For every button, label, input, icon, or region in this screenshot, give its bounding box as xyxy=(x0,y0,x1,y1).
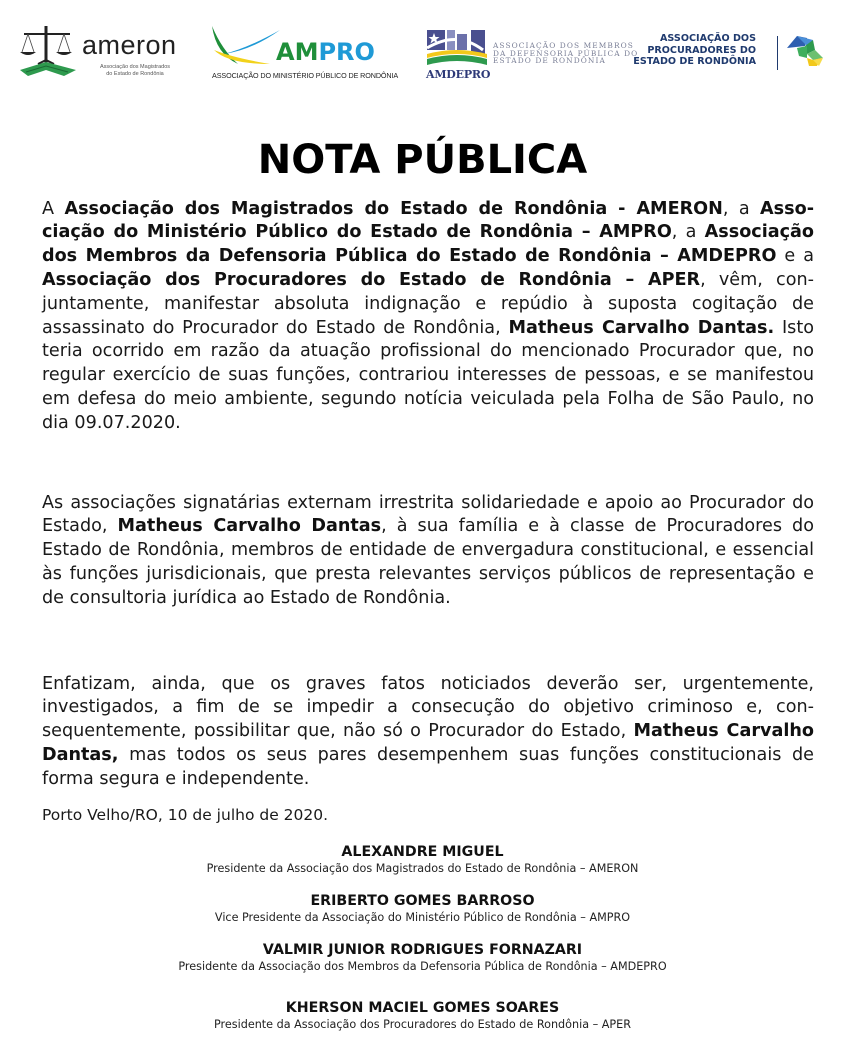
amdepro-subtitle xyxy=(493,42,638,65)
aper-divider xyxy=(777,36,778,70)
header-logos xyxy=(0,0,845,100)
paragraph-1 xyxy=(42,198,814,436)
amdepro-emblem-icon xyxy=(427,30,491,68)
signatory-role: Presidente da Associação dos Magistrados do Estado de Rondônia – AMERON xyxy=(206,862,639,875)
ameron-subtitle: Associação dos Magistrados do Estado de Rondônia xyxy=(100,64,171,77)
paragraph-3 xyxy=(42,673,814,792)
date-line: Porto Velho/RO, 10 de julho de 2020. xyxy=(42,806,329,824)
signatory-name: ERIBERTO GOMES BARROSO xyxy=(310,893,535,909)
text-run: A xyxy=(42,198,65,219)
signatory-name: ALEXANDRE MIGUEL xyxy=(341,844,504,860)
bold-text-run: Matheus Carvalho Dantas, xyxy=(42,721,814,765)
ameron-wordmark: ameron xyxy=(82,30,177,60)
text-run: e a xyxy=(776,246,814,267)
aper-subtitle-line: PROCURADORES DO xyxy=(647,44,756,56)
amdepro-subtitle-line: DA DEFENSORIA PÚBLICA DO xyxy=(493,48,639,58)
ampro-subtitle: ASSOCIAÇÃO DO MINISTÉRIO PÚBLICO DE RONDÔNIA xyxy=(212,71,399,80)
signatory-name: KHERSON MACIEL GOMES SOARES xyxy=(285,1000,560,1016)
text-run: Enfatizam, ainda, que os graves fatos noticiados deverão ser, urgentemente, investigados, a fim de se impedir a consecução do objetivo criminoso e, consequentemente, possibilitar que, não só o Procurador do Estado, xyxy=(42,673,814,742)
bold-text-run: Associação do Ministério Público do Estado de Rondônia – AMPRO xyxy=(42,198,814,243)
amdepro-logo xyxy=(425,30,639,85)
text-run: Isto teria ocorrido em razão da atuação profissional do mencionado Procurador que, no regular exercício de suas funções, contrariou interesses de pessoas, e se manifestou em defesa do meio ambiente, segundo notícia veiculada pela Folha de São Paulo, no dia 09.07.2020. xyxy=(42,317,814,433)
signatory-role: Presidente da Associação dos Procuradores do Estado de Rondônia – APER xyxy=(214,1018,631,1031)
ampro-logo xyxy=(208,24,399,84)
text-run: , a xyxy=(671,222,705,243)
bold-text-run: Matheus Carvalho Dantas xyxy=(117,516,382,537)
signature-block xyxy=(0,892,845,925)
text-run: , a xyxy=(722,198,761,219)
signatory-name: VALMIR JUNIOR RODRIGUES FORNAZARI xyxy=(262,942,583,958)
signatory-role: Vice Presidente da Associação do Ministério Público de Rondônia – AMPRO xyxy=(214,911,631,924)
amdepro-subtitle-line: ASSOCIAÇÃO DOS MEMBROS xyxy=(493,41,634,50)
aper-subtitle xyxy=(633,33,756,68)
signature-block xyxy=(0,941,845,974)
signature-block xyxy=(0,843,845,876)
paragraph-2 xyxy=(42,492,814,611)
aper-logo xyxy=(633,30,830,75)
ampro-wordmark-am: AM xyxy=(276,38,319,66)
rondonia-map-icon xyxy=(783,34,827,70)
signatory-role: Presidente da Associação dos Membros da Defensoria Pública de Rondônia – AMDEPRO xyxy=(178,960,667,973)
bold-text-run: Associação dos Procuradores do Estado de Rondônia – APER xyxy=(42,269,701,290)
aper-subtitle-line: ESTADO DE RONDÔNIA xyxy=(633,56,756,68)
bold-text-run: Matheus Carvalho Dantas. xyxy=(508,317,775,338)
page-title: NOTA PÚBLICA xyxy=(257,136,588,183)
signature-block xyxy=(0,999,845,1032)
text-run: As associações signatárias externam irrestrita solidariedade e apoio ao Procurador do Estado, xyxy=(42,492,814,537)
text-run: mas todos os seus pares desempenhem suas funções constitucionais de forma segura e independente. xyxy=(42,744,814,789)
ameron-logo xyxy=(18,24,193,82)
ampro-wordmark-pro: PRO xyxy=(318,38,375,66)
amdepro-wordmark: AMDEPRO xyxy=(426,68,491,81)
ampro-wordmark xyxy=(276,38,375,66)
scales-of-justice-icon xyxy=(18,24,82,82)
amdepro-subtitle-line: ESTADO DE RONDÔNIA xyxy=(493,56,606,66)
text-run: , vêm, conjuntamente, manifestar absoluta indignação e repúdio à suposta cogitação de assassinato do Procurador do Estado de Rondônia, xyxy=(42,269,814,338)
text-run: , à sua família e à classe de Procuradores do Estado de Rondônia, membros de entidade de envergadura constitucional, e essencial às funções jurisdicionais, que presta relevantes serviços públicos de representação e de consultoria jurídica ao Estado de Rondônia. xyxy=(42,516,814,608)
bold-text-run: Associação dos Membros da Defensoria Pública do Estado de Rondônia – AMDEPRO xyxy=(42,222,815,267)
bold-text-run: Associação dos Magistrados do Estado de Rondônia - AMERON xyxy=(64,198,723,219)
aper-subtitle-line: ASSOCIAÇÃO DOS xyxy=(660,33,756,44)
